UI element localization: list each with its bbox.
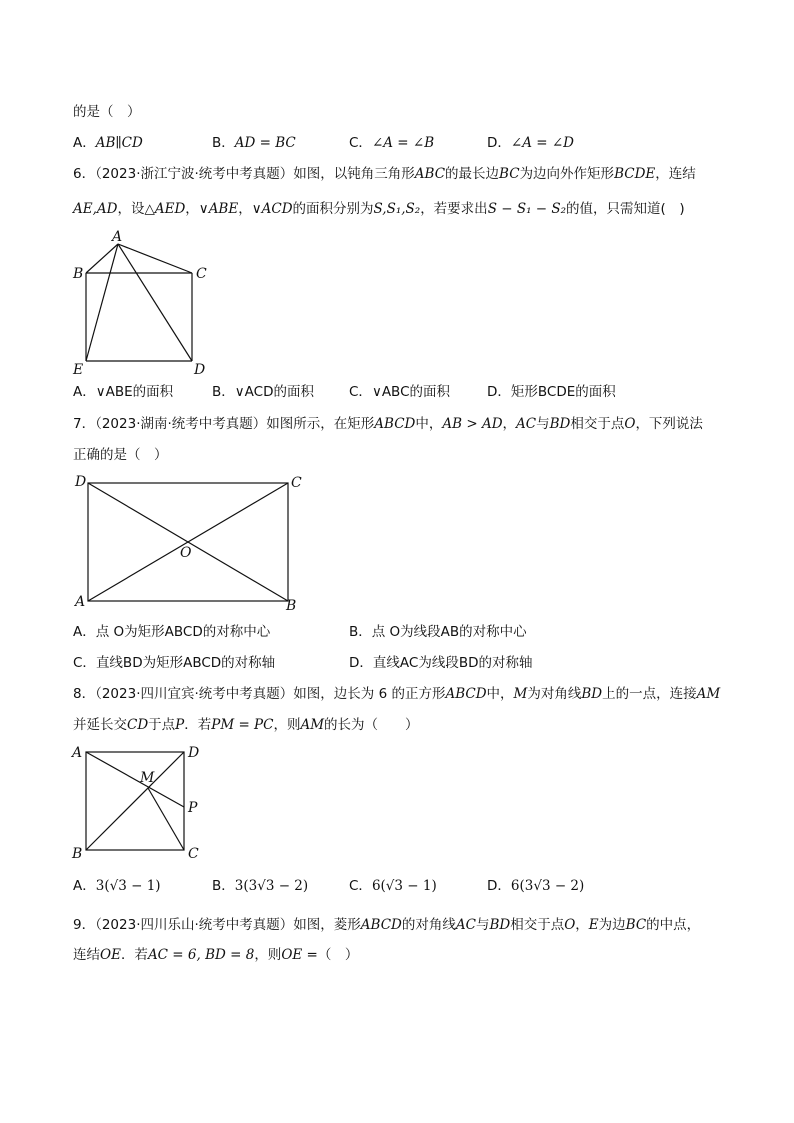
q9-stem-line2: 连结OE．若AC = 6, BD = 8，则OE =（ ） xyxy=(73,947,359,963)
label-d: D xyxy=(75,474,87,490)
q9-stem-line1: 9．（2023·四川乐山·统考中考真题）如图，菱形ABCD的对角线AC与BD相交于点O，E为边BC的中点， xyxy=(73,917,701,933)
label-d: D xyxy=(188,745,200,761)
label-c: C xyxy=(196,266,207,282)
segment-ap xyxy=(86,752,184,807)
q7-figure xyxy=(70,470,310,615)
label-p: P xyxy=(188,800,198,816)
q8-option-a[interactable]: A．3(√3 − 1) xyxy=(73,878,161,894)
q6-option-b[interactable]: B．∨ACD的面积 xyxy=(212,384,314,400)
q6-stem-line1: 6．（2023·浙江宁波·统考中考真题）如图，以钝角三角形ABC的最长边BC为边向外作矩形BCDE，连结 xyxy=(73,166,696,182)
q8-option-b[interactable]: B．3(3√3 − 2) xyxy=(212,878,309,894)
label-a: A xyxy=(72,745,83,761)
q7-stem-line2: 正确的是（ ） xyxy=(73,447,168,463)
label-e: E xyxy=(73,362,84,378)
q8-option-d[interactable]: D．6(3√3 − 2) xyxy=(487,878,585,894)
segment-ae xyxy=(86,244,118,361)
label-c: C xyxy=(188,846,199,862)
label-b: B xyxy=(72,846,83,862)
label-o: O xyxy=(180,545,192,561)
q5-option-d[interactable]: D．∠A = ∠D xyxy=(487,135,574,151)
segment-ad xyxy=(118,244,192,361)
q5-option-a[interactable]: A．AB∥CD xyxy=(73,135,143,151)
q7-option-a[interactable]: A．点 O为矩形ABCD的对称中心 xyxy=(73,624,271,640)
segment-ac xyxy=(118,244,192,273)
q7-option-c[interactable]: C．直线BD为矩形ABCD的对称轴 xyxy=(73,655,276,671)
q7-option-d[interactable]: D．直线AC为线段BD的对称轴 xyxy=(349,655,533,671)
q8-figure xyxy=(64,740,214,865)
segment-ab xyxy=(86,244,118,273)
q6-figure xyxy=(70,228,220,378)
label-b: B xyxy=(73,266,84,282)
q8-stem-line1: 8．（2023·四川宜宾·统考中考真题）如图，边长为 6 的正方形ABCD中，M为对角线BD上的一点，连接AM xyxy=(73,686,721,702)
label-b: B xyxy=(286,598,297,614)
label-m: M xyxy=(140,770,155,786)
q5-option-c[interactable]: C．∠A = ∠B xyxy=(349,135,435,151)
q7-stem-line1: 7．（2023·湖南·统考中考真题）如图所示，在矩形ABCD中，AB > AD，AC与BD相交于点O，下列说法 xyxy=(73,416,703,432)
q8-option-c[interactable]: C．6(√3 − 1) xyxy=(349,878,437,894)
label-c: C xyxy=(291,475,302,491)
label-a: A xyxy=(112,229,123,245)
label-d: D xyxy=(194,362,206,378)
q8-stem-line2: 并延长交CD于点P．若PM = PC，则AM的长为（ ） xyxy=(73,717,419,733)
q6-option-c[interactable]: C．∨ABC的面积 xyxy=(349,384,451,400)
label-a: A xyxy=(75,594,86,610)
diagonal-bd xyxy=(86,752,184,850)
q5-stem-end: 的是（ ） xyxy=(73,104,141,120)
q6-option-d[interactable]: D．矩形BCDE的面积 xyxy=(487,384,616,400)
q6-stem-line2: AE,AD，设△AED，∨ABE，∨ACD的面积分别为S,S₁,S₂，若要求出S − S₁ − S₂的值，只需知道( ) xyxy=(73,201,685,217)
q5-option-b[interactable]: B．AD = BC xyxy=(212,135,296,151)
q7-option-b[interactable]: B．点 O为线段AB的对称中心 xyxy=(349,624,527,640)
q6-option-a[interactable]: A．∨ABE的面积 xyxy=(73,384,174,400)
